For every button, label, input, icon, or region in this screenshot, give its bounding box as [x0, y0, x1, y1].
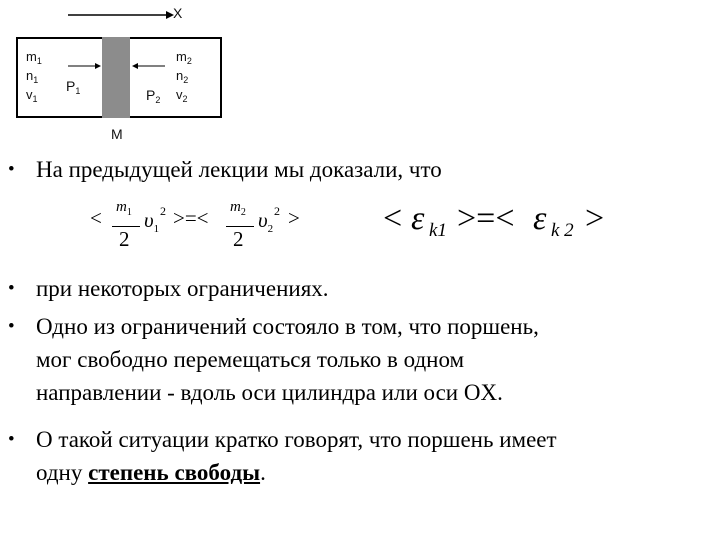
formula-den1: 2 [119, 227, 130, 251]
bullet-icon: • [8, 159, 15, 180]
right-pressure-label: $P_2$ [146, 87, 161, 105]
left-pressure-label: $P_1$ [66, 78, 81, 96]
formula-den2: 2 [233, 227, 244, 251]
formula2-sub1: k1 [429, 220, 447, 241]
bullet-icon: • [8, 278, 15, 299]
x-axis-arrow-icon [66, 7, 176, 23]
piston [102, 37, 130, 118]
x-axis-label: X [173, 5, 183, 21]
formula-gt: > [288, 206, 300, 230]
formula-mid: >=< [173, 206, 209, 230]
formula2-lt: < [383, 200, 403, 237]
formula-v2: $\upsilon_2$ [258, 208, 274, 236]
kinetic-energy-equality-formula [90, 196, 320, 260]
formula-sq2: 2 [274, 204, 280, 218]
mean-energy-equality-formula [383, 200, 633, 250]
right-pressure-arrow-icon [131, 60, 165, 72]
left-velocity-label: $v_1$ [26, 87, 38, 104]
bullet-item-1 [8, 154, 708, 186]
bullet-text-line: О такой ситуации кратко говорят, что поршень имеет [36, 427, 557, 452]
bullet-text-line: направлении - вдоль оси цилиндра или оси OX. [36, 380, 503, 405]
formula2-mid: >=< [457, 200, 515, 237]
bullet-icon: • [8, 316, 15, 337]
bullet-item-4 [8, 424, 708, 488]
piston-label: M [111, 126, 123, 142]
bullet-item-2 [8, 273, 708, 305]
right-concentration-label: $n_2$ [176, 68, 189, 85]
left-pressure-arrow-icon [68, 60, 102, 72]
bullet-text-line: одну степень свободы. [36, 460, 266, 485]
formula-m2: $m_2$ [230, 199, 246, 218]
left-mass-label: $m_1$ [26, 49, 42, 66]
formula2-eps1: ε [411, 200, 425, 237]
bullet-icon: • [8, 429, 15, 450]
formula-v1: $\upsilon_1$ [144, 208, 160, 236]
right-velocity-label: $v_2$ [176, 87, 188, 104]
formula-m1: $m_1$ [116, 199, 132, 218]
right-mass-label: $m_2$ [176, 49, 192, 66]
formula2-gt: > [585, 200, 605, 237]
formula-sq1: 2 [160, 204, 166, 218]
degree-of-freedom-term: степень свободы [88, 460, 261, 485]
bullet-text: при некоторых ограничениях. [36, 276, 329, 301]
left-concentration-label: $n_1$ [26, 68, 39, 85]
formula2-sub2: k 2 [551, 220, 574, 241]
formula-lt: < [90, 206, 102, 230]
formula2-eps2: ε [533, 200, 547, 237]
bullet-text-line: мог свободно перемещаться только в одном [36, 347, 465, 372]
bullet-item-3 [8, 311, 708, 407]
bullet-text: На предыдущей лекции мы доказали, что [36, 157, 442, 182]
bullet-text-line: Одно из ограничений состояло в том, что поршень, [36, 314, 539, 339]
